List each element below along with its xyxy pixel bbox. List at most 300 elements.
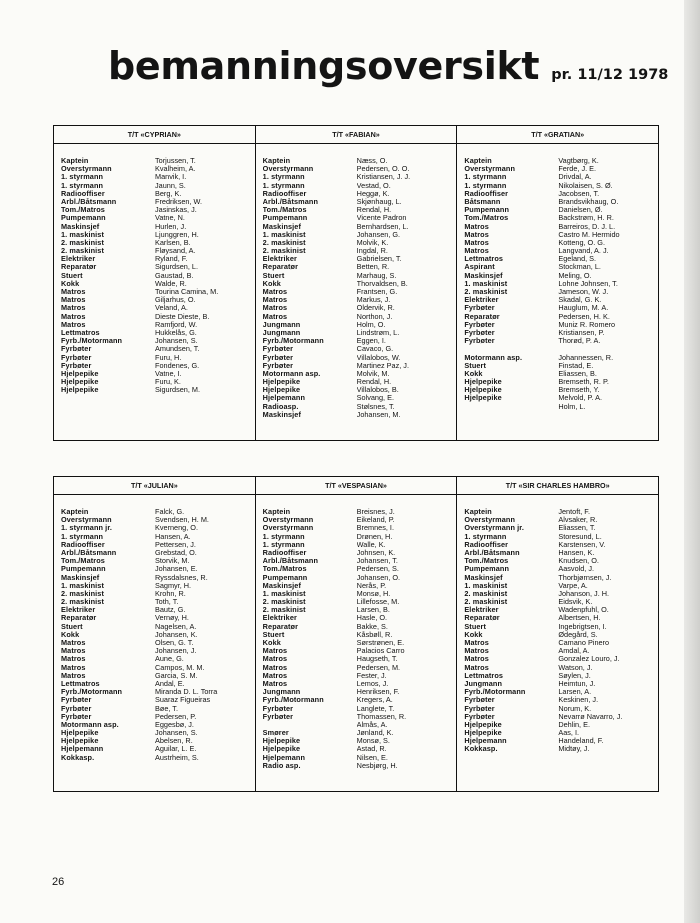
crew-row (263, 263, 457, 271)
crew-role: 2. maskinist (464, 589, 508, 598)
crew-role: Reparatør (464, 614, 500, 623)
crew-row (263, 313, 457, 321)
crew-role: Radioasp. (262, 402, 299, 411)
crew-row (61, 508, 255, 516)
crew-row (464, 173, 658, 181)
crew-name: Amdal, A. (558, 647, 590, 656)
crew-name: Johansen, G. (356, 230, 401, 239)
crew-role: Matros (262, 312, 288, 321)
crew-row (464, 705, 658, 713)
ship-column-sir-charles-hambro (457, 477, 658, 791)
crew-name: Eidsvik, K. (558, 598, 593, 607)
crew-row (263, 606, 457, 614)
crew-role: Arbl./Båtsmann (262, 557, 318, 566)
crew-row (263, 754, 457, 762)
crew-name: Danielsen, Ø. (558, 206, 603, 215)
crew-row (263, 639, 457, 647)
page-date: pr. 11/12 1978 (551, 67, 669, 83)
crew-row (464, 296, 658, 304)
crew-row (61, 198, 255, 206)
crew-row (464, 288, 658, 296)
crew-row (464, 321, 658, 329)
crew-row (61, 370, 255, 378)
crew-role: 1. maskinist (464, 279, 508, 288)
crew-row (263, 223, 457, 231)
crew-row (61, 263, 255, 271)
crew-role (464, 345, 558, 353)
crew-row (61, 386, 255, 394)
crew-name: Ryland, F. (155, 255, 188, 264)
crew-row (263, 296, 457, 304)
crew-row (61, 190, 255, 198)
crew-role: Reparatør (262, 263, 299, 272)
crew-role: Matros (61, 639, 86, 647)
crew-row (61, 737, 255, 745)
crew-role: Tom./Matros (464, 214, 509, 223)
crew-name: Stølsnes, T. (356, 402, 395, 411)
crew-role: 2. maskinist (61, 589, 104, 598)
crew-row (61, 173, 255, 181)
crew-row (464, 549, 658, 557)
crew-role: 1. maskinist (262, 230, 306, 239)
crew-name: Walde, R. (155, 279, 187, 288)
crew-role: Matros (61, 655, 86, 664)
crew-row (263, 696, 457, 704)
crew-row (464, 688, 658, 696)
crew-name: Cavaco, G. (356, 345, 394, 354)
crew-role: Tom./Matros (262, 206, 307, 215)
ship-header: T/T «JULIAN» (54, 477, 255, 495)
crew-role: Matros (61, 312, 86, 321)
crew-row (464, 247, 658, 255)
crew-name: Marhaug, S. (356, 271, 397, 280)
crew-role: Elektriker (262, 614, 297, 623)
crew-role: Fyrbøter (464, 712, 495, 721)
crew-row (464, 631, 658, 639)
crew-row (263, 705, 457, 713)
crew-name: Almås, A. (356, 720, 388, 729)
crew-row (464, 745, 658, 753)
crew-role: 2. maskinist (464, 288, 508, 296)
crew-role: Reparatør (61, 614, 97, 623)
crew-row (61, 288, 255, 296)
crew-row (464, 582, 658, 590)
crew-role: Pumpemann (262, 214, 308, 223)
crew-name: Bremnes, I. (356, 524, 394, 533)
crew-row (61, 280, 255, 288)
crew-name: Suaraz Figueiras (155, 696, 211, 705)
crew-name: Torjussen, T. (155, 157, 196, 165)
crew-name: Nevarrø Navarro, J. (558, 712, 623, 721)
crew-row (263, 623, 457, 631)
crew-name: Ingebrigtsen, I. (558, 622, 607, 631)
crew-role: Radio asp. (262, 761, 301, 770)
crew-name: Heggø, K. (356, 189, 390, 198)
crew-name: Aune, G. (155, 655, 184, 664)
crew-row (61, 623, 255, 631)
crew-role: Stuert (262, 630, 285, 639)
crew-role: Hjelpepike (464, 720, 502, 729)
crew-role: 1. styrmann (61, 181, 104, 190)
crew-row (61, 705, 255, 713)
crew-role: Radiooffiser (61, 189, 105, 198)
crew-role: Elektriker (61, 606, 96, 615)
ship-header: T/T «GRATIAN» (457, 126, 658, 144)
crew-role: Stuert (61, 271, 83, 280)
crew-name: Lillefosse, M. (356, 598, 400, 607)
crew-name: Lohne Johnsen, T. (558, 279, 618, 288)
crew-name: Kverneng, O. (155, 524, 198, 533)
crew-row (61, 321, 255, 329)
crew-name: Handeland, F. (558, 737, 604, 746)
crew-role: Fyrb./Motormann (262, 696, 324, 705)
crew-role: Fyrb./Motormann (61, 337, 123, 346)
crew-name: Dieste Dieste, B. (155, 312, 210, 321)
crew-row (263, 549, 457, 557)
crew-row (464, 313, 658, 321)
crew-role: Hjelpepike (61, 378, 99, 387)
crew-row (263, 762, 457, 770)
crew-row (61, 541, 255, 549)
crew-name: Hansen, K. (558, 548, 595, 557)
crew-role: Matros (262, 679, 288, 688)
crew-name: Austrheim, S. (155, 753, 199, 762)
crew-role: Fyrbøter (61, 704, 92, 713)
page-title: bemanningsoversikt (108, 44, 540, 88)
crew-row (464, 370, 658, 378)
crew-list (54, 495, 255, 762)
ship-header: T/T «CYPRIAN» (54, 126, 255, 144)
crew-row (61, 182, 255, 190)
crew-role: 2. maskinist (262, 247, 306, 256)
crew-row (61, 313, 255, 321)
crew-role: Matros (262, 296, 288, 305)
crew-name: Eliassen, B. (558, 369, 597, 378)
crew-name: Bremseth, R. P. (558, 378, 609, 387)
crew-list (54, 144, 255, 394)
crew-row (61, 721, 255, 729)
crew-name: Rendal, H. (356, 206, 392, 215)
crew-role: Hjelpepike (61, 386, 99, 395)
crew-role: Fyrb./Motormann (262, 337, 324, 346)
crew-role: Fyrbøter (262, 704, 294, 713)
crew-row (61, 362, 255, 370)
crew-row (263, 280, 457, 288)
crew-row (464, 713, 658, 721)
crew-row (464, 280, 658, 288)
crew-role: Matros (61, 320, 86, 329)
crew-name: Jasinskas, J. (155, 206, 197, 215)
crew-role: Fyrbøter (61, 712, 92, 721)
crew-role: 1. styrmann (262, 532, 305, 541)
crew-row (263, 745, 457, 753)
crew-name: Jentoft, F. (558, 508, 590, 516)
crew-name: Aas, I. (558, 729, 580, 738)
crew-role: Matros (262, 304, 288, 313)
crew-name: Haugseth, T. (356, 655, 398, 664)
crew-name: Hansen, A. (155, 532, 191, 541)
crew-name: Ljunggren, H. (155, 230, 199, 239)
crew-name: Pedersen, M. (356, 663, 401, 672)
crew-role: Pumpemann (61, 214, 106, 223)
crew-row (61, 524, 255, 532)
crew-role: Lettmatros (61, 679, 100, 688)
crew-role: Pumpemann (262, 573, 308, 582)
crew-name: Sagmyr, H. (155, 581, 192, 590)
crew-name: Lemos, J. (356, 679, 389, 688)
crew-name: Gabrielsen, T. (356, 255, 402, 264)
crew-row (61, 664, 255, 672)
crew-row (464, 394, 658, 402)
crew-name: Hauglum, M. A. (558, 304, 609, 313)
crew-name: Karlsen, B. (155, 238, 191, 247)
crew-name: Nerås, P. (356, 581, 387, 590)
crew-role: Radiooffiser (464, 189, 509, 198)
crew-name: Keskinen, J. (558, 696, 599, 705)
crew-name: Johansen, S. (155, 729, 198, 738)
crew-table-top (53, 125, 659, 441)
crew-role: Fyrb./Motormann (464, 688, 526, 697)
crew-row (464, 664, 658, 672)
crew-row (464, 403, 658, 411)
crew-role: 1. styrmann (464, 173, 507, 182)
crew-role: Kaptein (464, 157, 492, 165)
crew-row (263, 239, 457, 247)
crew-role: Motormann asp. (464, 353, 523, 362)
crew-role: Maskinsjef (464, 271, 503, 280)
crew-row (61, 696, 255, 704)
crew-name: Abelsen, R. (155, 737, 193, 746)
crew-row (464, 647, 658, 655)
crew-name: Egeland, S. (558, 255, 597, 264)
crew-role: Kokk (262, 279, 281, 288)
crew-row (61, 304, 255, 312)
crew-role: 1. styrmann (464, 181, 507, 190)
crew-role: Fyrbøter (61, 696, 92, 705)
crew-name: Vagtbørg, K. (558, 157, 599, 165)
crew-name: Grebstad, O. (155, 548, 197, 557)
crew-row (464, 680, 658, 688)
crew-row (61, 606, 255, 614)
crew-role: Lettmatros (464, 671, 504, 680)
crew-role: 1. styrmann (262, 173, 305, 182)
crew-row (263, 198, 457, 206)
crew-row (61, 672, 255, 680)
crew-role: Maskinsjef (61, 222, 100, 231)
crew-row (464, 354, 658, 362)
crew-name: Johansen, E. (155, 565, 198, 574)
crew-name: Storvik, M. (155, 557, 190, 566)
crew-row (61, 516, 255, 524)
crew-role: Matros (61, 304, 86, 313)
crew-role: Arbl./Båtsmann (262, 197, 318, 206)
crew-row (464, 598, 658, 606)
crew-row (464, 606, 658, 614)
crew-name: Johnsen, K. (356, 548, 396, 557)
crew-name: Gonzalez Louro, J. (558, 655, 620, 664)
crew-row (464, 655, 658, 663)
crew-row (263, 345, 457, 353)
crew-name: Nagelsen, A. (155, 622, 197, 631)
crew-name: Gaustad, B. (155, 271, 194, 280)
crew-role: Lettmatros (61, 328, 100, 337)
crew-name: Stockman, L. (558, 263, 601, 272)
crew-name: Vestad, O. (356, 181, 391, 190)
crew-role: Radiooffiser (61, 540, 105, 549)
crew-name: Larsen, A. (558, 688, 592, 697)
crew-row (263, 713, 457, 721)
crew-row (61, 688, 255, 696)
crew-row (61, 255, 255, 263)
crew-row (464, 231, 658, 239)
crew-row (263, 394, 457, 402)
crew-name: Holm, L. (558, 402, 586, 411)
crew-name: Kvalheim, A. (155, 165, 196, 174)
crew-role: Stuert (464, 622, 487, 631)
crew-name: Falck, G. (155, 508, 185, 516)
crew-role: Kaptein (262, 508, 291, 516)
crew-role: Tom./Matros (262, 565, 307, 574)
crew-name: Johannessen, R. (558, 353, 614, 362)
crew-name: Martinez Paz, J. (356, 361, 409, 370)
crew-name: Johansen, K. (155, 630, 198, 639)
crew-name: Jameson, W. J. (558, 288, 609, 296)
crew-name: Hukkelås, G. (155, 328, 197, 337)
crew-role: Fyrbøter (262, 345, 294, 354)
ship-column-fabian (256, 126, 458, 440)
crew-role: Elektriker (464, 296, 499, 305)
crew-name: Nilsen, E. (356, 753, 388, 762)
crew-row (263, 321, 457, 329)
crew-row (263, 337, 457, 345)
crew-role: 2. maskinist (262, 598, 306, 607)
crew-row (263, 362, 457, 370)
crew-role: Matros (262, 647, 288, 656)
crew-row (263, 411, 457, 419)
crew-role: 1. styrmann (61, 532, 104, 541)
crew-role: Fyrbøter (61, 353, 92, 362)
crew-name: Nesbjørg, H. (356, 761, 398, 770)
crew-row (464, 255, 658, 263)
crew-name: Frantsen, G. (356, 288, 398, 296)
crew-list (256, 144, 457, 419)
crew-role: Matros (61, 288, 86, 296)
crew-role: Lettmatros (464, 255, 504, 264)
crew-name: Ødegård, S. (558, 630, 598, 639)
crew-list (457, 495, 658, 754)
crew-row (263, 190, 457, 198)
crew-role: Kokk (61, 279, 80, 288)
crew-name: Johansen, J. (155, 647, 197, 656)
crew-name: Søylen, J. (558, 671, 591, 680)
crew-role: Kaptein (61, 157, 89, 165)
crew-row (61, 631, 255, 639)
crew-name: Nikolaisen, S. Ø. (558, 181, 613, 190)
crew-role: Kokk (262, 639, 281, 647)
crew-row (263, 508, 457, 516)
crew-row (61, 680, 255, 688)
crew-row (263, 165, 457, 173)
crew-row (464, 557, 658, 565)
crew-role: Hjelpemann (262, 753, 306, 762)
crew-name: Vatne, I. (155, 369, 182, 378)
crew-row (61, 713, 255, 721)
crew-row (464, 541, 658, 549)
crew-name: Johansen, M. (356, 410, 401, 419)
crew-name: Molvik, K. (356, 238, 389, 247)
crew-row (464, 516, 658, 524)
crew-role: Matros (262, 671, 288, 680)
crew-row (263, 680, 457, 688)
crew-role: Hjelpepike (262, 378, 301, 387)
crew-name: Villalobos, W. (356, 353, 401, 362)
crew-role: Motormann asp. (61, 720, 119, 729)
crew-name: Skjønhaug, L. (356, 197, 402, 206)
crew-name: Knudsen, O. (558, 557, 599, 566)
crew-row (464, 639, 658, 647)
crew-row (464, 362, 658, 370)
crew-role: 1. styrmann (464, 532, 507, 541)
crew-role: 2. maskinist (61, 598, 104, 607)
crew-role: Hjelpepike (61, 729, 99, 738)
crew-role: Matros (262, 288, 288, 296)
crew-name: Villalobos, B. (356, 386, 399, 395)
ship-column-gratian (457, 126, 658, 440)
crew-row (61, 549, 255, 557)
crew-role: Matros (61, 671, 86, 680)
crew-name: Midtøy, J. (558, 745, 590, 754)
crew-name: Olsen, G. T. (155, 639, 194, 647)
crew-role: Jungmann (262, 328, 301, 337)
crew-role: Fyrb./Motormann (61, 688, 123, 697)
crew-row (464, 157, 658, 165)
crew-role: Maskinsjef (262, 581, 301, 590)
crew-role: 2. maskinist (464, 598, 508, 607)
crew-name: Berg, K. (155, 189, 182, 198)
crew-role: Overstyrmann (61, 165, 112, 174)
crew-row (263, 729, 457, 737)
crew-name: Bremseth, Y. (558, 386, 600, 395)
crew-name: Karstensen, V. (558, 540, 606, 549)
crew-row (61, 655, 255, 663)
crew-row (263, 173, 457, 181)
crew-name: Lindstrøm, L. (356, 328, 400, 337)
crew-row (464, 337, 658, 345)
crew-row (61, 729, 255, 737)
crew-row (263, 541, 457, 549)
crew-role: 2. maskinist (61, 247, 104, 256)
crew-name: Oldervik, R. (356, 304, 395, 313)
crew-name: Johanson, J. H. (558, 589, 610, 598)
crew-role: Elektriker (464, 606, 499, 615)
crew-name: Albertsen, H. (558, 614, 601, 623)
crew-name: Næss, O. (356, 157, 388, 165)
crew-role: 1. styrmann jr. (61, 524, 112, 533)
crew-name: Markus, J. (356, 296, 391, 305)
crew-name: Thorbjørnsen, J. (558, 573, 612, 582)
crew-name: Eggen, I. (356, 337, 386, 346)
crew-name: Tourina Camina, M. (155, 288, 219, 296)
crew-role: Kokk (464, 369, 483, 378)
crew-name: Hurlen, J. (155, 222, 187, 231)
crew-row (61, 565, 255, 573)
crew-row (464, 239, 658, 247)
crew-row (263, 582, 457, 590)
crew-role: Kaptein (61, 508, 89, 516)
crew-role: Båtsmann (464, 197, 501, 206)
crew-name: Pedersen, H. K. (558, 312, 610, 321)
crew-role: Aspirant (464, 263, 495, 272)
